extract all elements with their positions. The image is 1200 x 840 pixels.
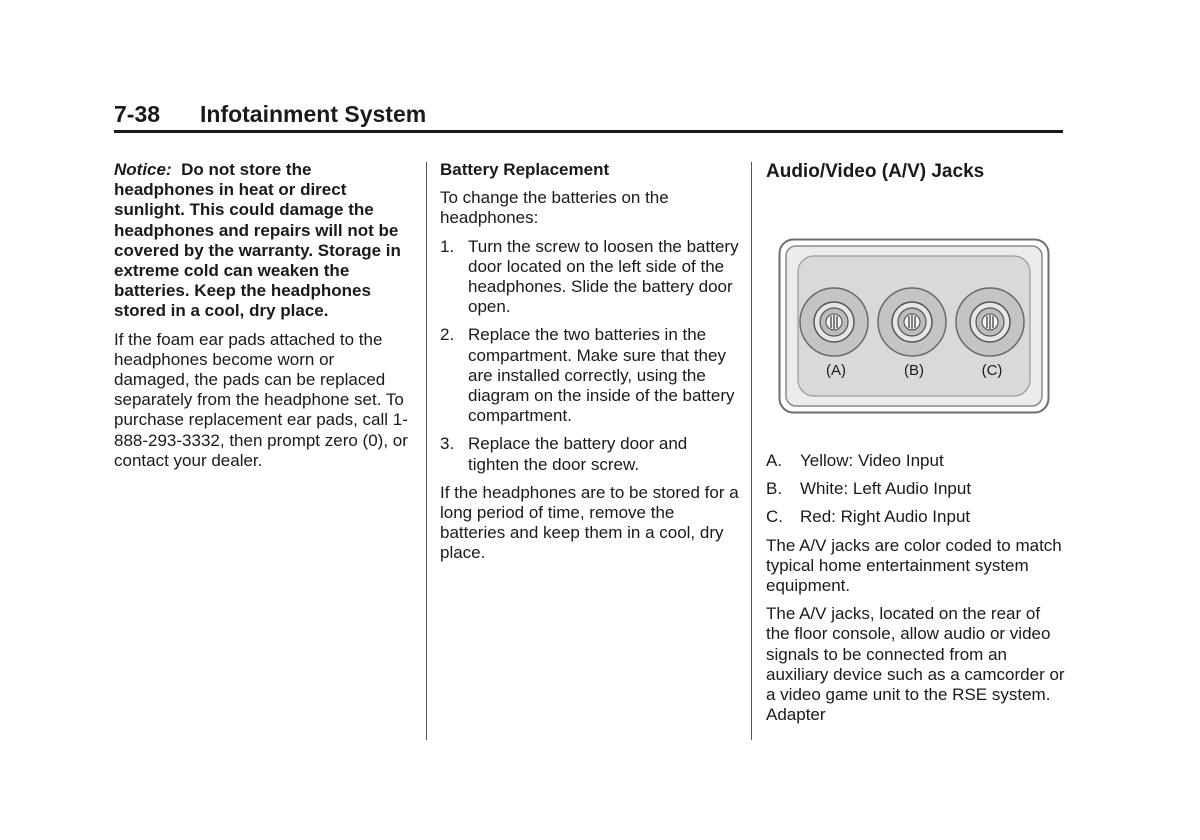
ear-pads-paragraph: If the foam ear pads attached to the headphones become worn or damaged, the pads can be replaced separately from the headphone set. To purchase replacement ear pads, call 1-888-293-3332, then prompt zero (0), or contact your dealer. [114,329,408,470]
step-number: 3. [440,434,455,454]
jack-a-icon [800,288,868,356]
page-header [114,100,1063,133]
color-coded-paragraph: The A/V jacks are color coded to match typical home entertainment system equipment. [766,535,1062,596]
notice-block [114,160,410,322]
storage-paragraph: If the headphones are to be stored for a long period of time, remove the batteries and keep them in a cool, dry place. [440,482,739,563]
figure-label-c: (C) [981,362,1003,379]
figure-label-a: (A) [826,362,846,379]
column-3 [766,160,1066,184]
column-1 [114,160,410,479]
column-3-lower [766,451,1066,733]
battery-intro: To change the batteries on the headphones: [440,188,669,228]
av-jacks-location-paragraph: The A/V jacks, located on the rear of the floor console, allow audio or video signals to be connected from an auxiliary device such as a camcorder or a video game unit to the RSE system. Adapter [766,604,1065,725]
jack-legend-list [766,451,1066,528]
list-item [766,507,1066,527]
step-number: 1. [440,236,455,256]
battery-replacement-heading: Battery Replacement [440,160,610,179]
column-divider-left [426,162,427,740]
page-number: 7-38 [114,101,161,127]
legend-letter: C. [766,507,783,527]
notice-text: Do not store the headphones in heat or direct sunlight. This could damage the headphones and repairs will not be covered by the warranty. Storage in extreme cold can weaken the batteries. Keep the headphones stored in a cool, dry place. [114,160,401,321]
step-text: Turn the screw to loosen the battery door located on the left side of the headphones. Slide the battery door open. [468,236,739,317]
list-item [440,325,740,426]
battery-steps-list [440,237,740,475]
step-text: Replace the two batteries in the compartment. Make sure that they are installed correctly, using the diagram on the inside of the battery compartment. [468,325,735,426]
legend-text: White: Left Audio Input [800,479,972,499]
list-item [440,434,740,474]
legend-text: Yellow: Video Input [800,451,944,470]
av-jacks-illustration [778,238,1050,414]
column-divider-right [751,162,752,740]
step-number: 2. [440,325,455,345]
notice-label: Notice: [114,160,172,179]
list-item [440,237,740,318]
legend-letter: B. [766,479,783,499]
av-jacks-heading: Audio/Video (A/V) Jacks [766,161,985,182]
figure-label-b: (B) [904,362,924,379]
jack-b-icon [878,288,946,356]
legend-letter: A. [766,451,783,470]
legend-text: Red: Right Audio Input [800,507,971,527]
list-item [766,479,1066,499]
section-title: Infotainment System [200,101,427,127]
column-2 [440,160,740,572]
step-text: Replace the battery door and tighten the door screw. [468,434,688,474]
jack-c-icon [956,288,1024,356]
list-item [766,451,1066,471]
